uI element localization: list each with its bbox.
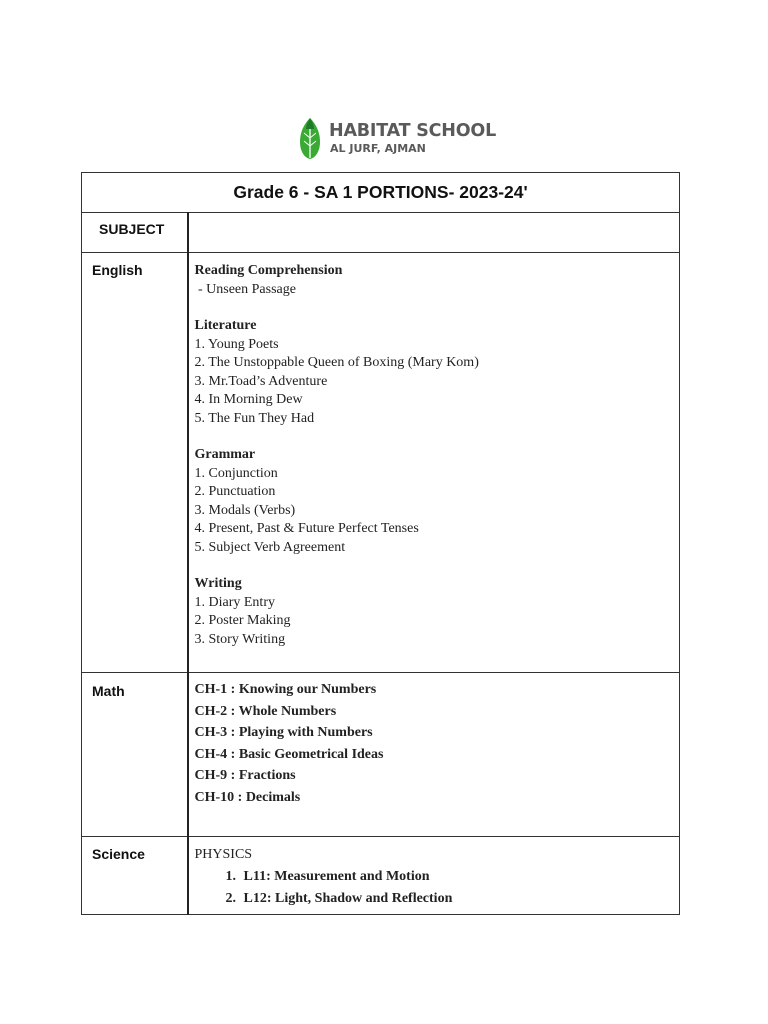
section-reading — [195, 262, 674, 299]
title-row — [82, 173, 680, 213]
list-item: 1. L11: Measurement and Motion — [240, 866, 674, 888]
english-content — [188, 253, 680, 673]
header-row — [82, 213, 680, 253]
list-item: - Unseen Passage — [194, 281, 296, 297]
subject-math: Math — [82, 673, 188, 837]
list-item: 2. L12: Light, Shadow and Reflection — [240, 888, 674, 910]
list-item: 3. Story Writing — [194, 631, 286, 647]
section-heading: PHYSICS — [194, 847, 253, 862]
header-empty-cell — [188, 213, 680, 253]
math-content — [188, 673, 680, 837]
list-item: 2. Poster Making — [194, 613, 291, 628]
subject-science: Science — [82, 837, 188, 915]
list-item: 2. Punctuation — [194, 484, 276, 499]
subject-header: SUBJECT — [82, 213, 188, 253]
math-row — [82, 673, 680, 837]
subject-english: English — [82, 253, 188, 673]
list-item: CH-10 : Decimals — [194, 789, 301, 805]
list-item: 5. Subject Verb Agreement — [194, 539, 346, 555]
school-location: AL JURF, AJMAN — [330, 142, 426, 155]
list-item: 4. Present, Past & Future Perfect Tenses — [194, 521, 419, 536]
section-writing — [195, 575, 674, 649]
science-row — [82, 837, 680, 915]
list-item: 1. Conjunction — [194, 465, 278, 481]
school-logo — [298, 116, 497, 162]
table-title: Grade 6 - SA 1 PORTIONS- 2023-24' — [82, 173, 680, 213]
list-item: 1. Young Poets — [194, 336, 279, 352]
section-heading: Reading Comprehension — [194, 263, 343, 278]
list-item: CH-3 : Playing with Numbers — [194, 725, 373, 740]
section-heading: Literature — [194, 318, 257, 333]
lesson-list — [195, 866, 674, 909]
list-item: CH-4 : Basic Geometrical Ideas — [194, 746, 384, 762]
list-item: 2. The Unstoppable Queen of Boxing (Mary Kom) — [194, 355, 479, 370]
section-heading: Grammar — [194, 447, 256, 462]
leaf-logo-icon — [298, 116, 322, 160]
list-item: 3. Modals (Verbs) — [194, 502, 296, 518]
list-item: CH-1 : Knowing our Numbers — [194, 682, 377, 697]
list-item: 4. In Morning Dew — [194, 392, 303, 407]
section-grammar — [195, 446, 674, 557]
list-item: CH-2 : Whole Numbers — [194, 703, 337, 719]
list-item: 3. Mr.Toad’s Adventure — [194, 373, 328, 389]
list-item: CH-9 : Fractions — [194, 768, 296, 783]
list-item: 5. The Fun They Had — [194, 410, 315, 426]
list-item: 1. Diary Entry — [194, 594, 275, 610]
section-literature — [195, 317, 674, 428]
section-heading: Writing — [194, 576, 242, 591]
science-content — [188, 837, 680, 915]
school-name: HABITAT SCHOOL — [329, 121, 497, 141]
portions-table — [81, 172, 680, 915]
english-row — [82, 253, 680, 673]
